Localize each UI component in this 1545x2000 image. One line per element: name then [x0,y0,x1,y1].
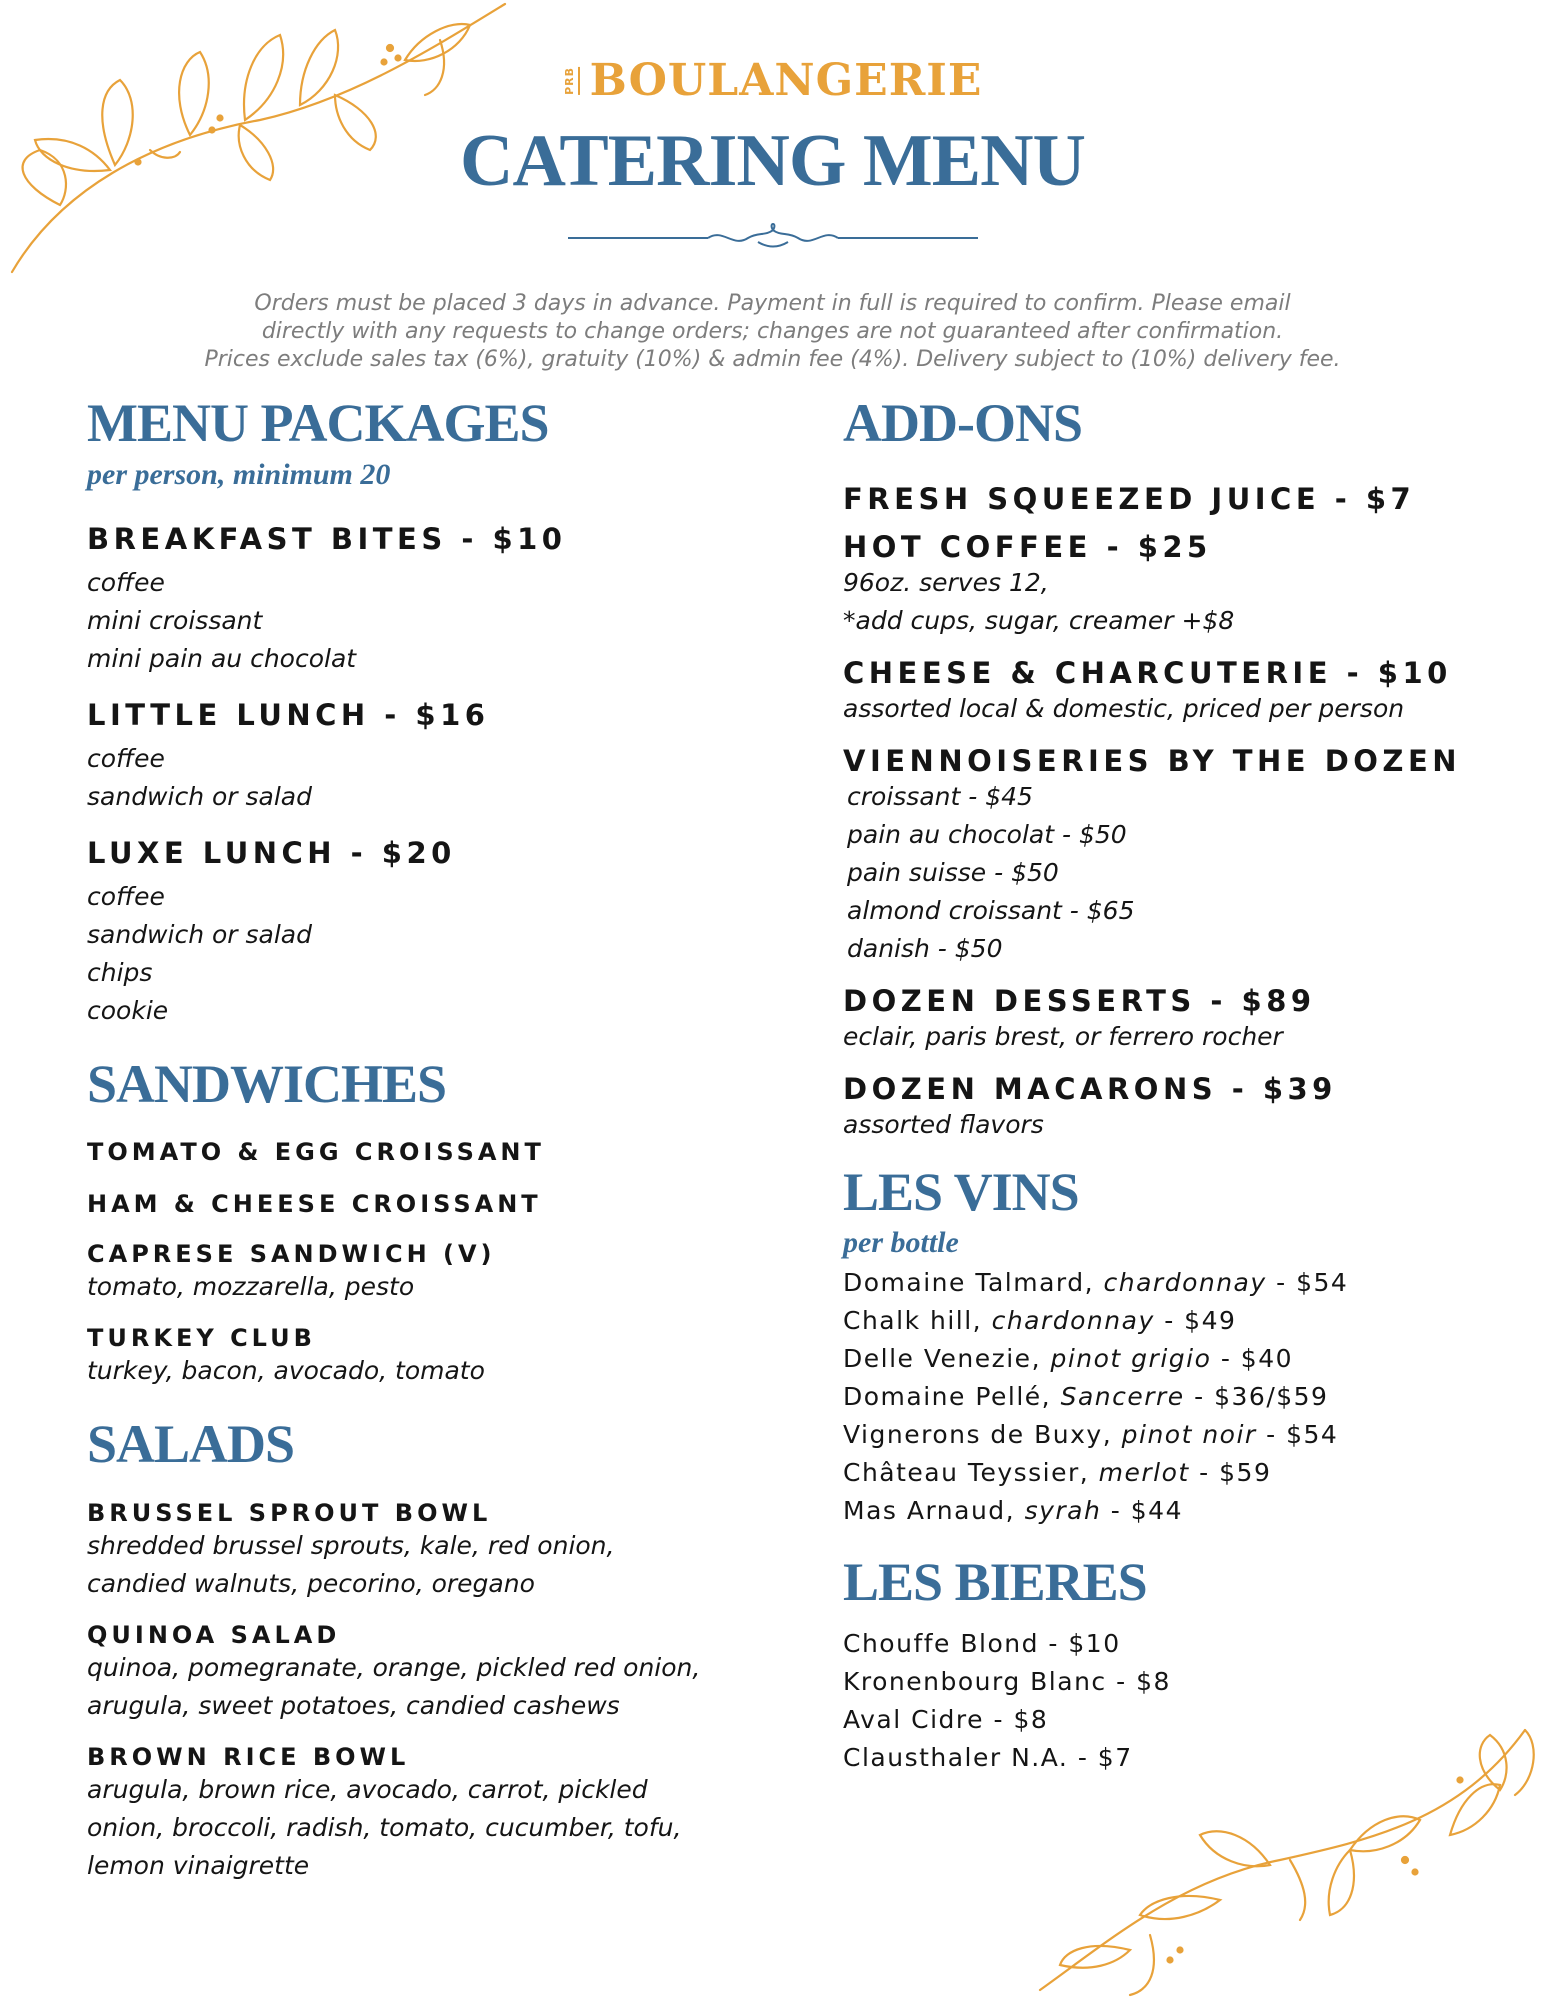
addon-desc: assorted local & domestic, priced per person [843,693,1405,723]
package-line: mini pain au chocolat [87,643,357,673]
sandwich-ham-cheese: HAM & CHEESE CROISSANT [87,1190,542,1219]
package-desc [87,564,787,678]
addon-desc: assorted flavors [843,1109,1044,1139]
beer-item: Chouffe Blond - $10 [843,1629,1121,1659]
addon-line: almond croissant - $65 [847,895,1135,925]
ornament-divider-icon [568,218,978,252]
sandwich-tomato-egg: TOMATO & EGG CROISSANT [87,1138,545,1167]
addon-juice: FRESH SQUEEZED JUICE - $7 [843,481,1416,516]
addon-line: pain suisse - $50 [847,857,1059,887]
menu-packages-subtitle: per person, minimum 20 [87,457,391,491]
package-desc [87,878,787,1030]
salad-desc [87,1771,787,1885]
package-breakfast-bites: BREAKFAST BITES - $10 [87,521,567,556]
brand-logo [563,55,983,106]
addon-desc: eclair, paris brest, or ferrero rocher [843,1021,1283,1051]
wine-item: Delle Venezie, pinot grigio - $40 [843,1344,1294,1374]
addon-desc [843,564,1523,640]
addon-cheese-charcuterie: CHEESE & CHARCUTERIE - $10 [843,655,1452,690]
salad-desc [87,1649,787,1725]
menu-packages-title: MENU PACKAGES [87,393,549,453]
brand-prb-mark: PRB [563,67,580,95]
wine-item: Vignerons de Buxy, pinot noir - $54 [843,1420,1339,1450]
salad-line: arugula, sweet potatoes, candied cashews [87,1691,620,1721]
wine-item: Domaine Pellé, Sancerre - $36/$59 [843,1382,1329,1412]
wines-subtitle: per bottle [843,1226,959,1260]
salad-line: candied walnuts, pecorino, oregano [87,1569,535,1599]
addon-line: danish - $50 [847,933,1003,963]
sandwich-turkey-club: TURKEY CLUB [87,1324,316,1353]
package-line: coffee [87,743,165,773]
salad-line: shredded brussel sprouts, kale, red onion, [87,1531,615,1561]
wines-title: LES VINS [843,1161,1079,1222]
package-line: mini croissant [87,605,263,635]
salad-line: lemon vinaigrette [87,1851,310,1881]
package-line: cookie [87,995,169,1025]
wine-item: Chalk hill, chardonnay - $49 [843,1306,1237,1336]
salad-quinoa: QUINOA SALAD [87,1621,341,1650]
sandwich-desc: tomato, mozzarella, pesto [87,1272,415,1302]
wine-item: Domaine Talmard, chardonnay - $54 [843,1268,1349,1298]
addon-dozen-desserts: DOZEN DESSERTS - $89 [843,983,1316,1018]
left-column [87,395,787,1885]
notice-line: Orders must be placed 3 days in advance. Payment in full is required to confirm. Please email [254,291,1291,316]
salad-line: arugula, brown rice, avocado, carrot, pickled [87,1775,648,1805]
beer-item: Kronenbourg Blanc - $8 [843,1667,1171,1697]
sandwich-desc: turkey, bacon, avocado, tomato [87,1356,485,1386]
brand-name: BOULANGERIE [589,55,983,106]
salad-line: onion, broccoli, radish, tomato, cucumber, tofu, [87,1813,682,1843]
addon-desc [843,778,1523,968]
package-line: sandwich or salad [87,919,312,949]
order-policy-notice [0,290,1545,374]
beer-item: Clausthaler N.A. - $7 [843,1743,1133,1773]
beers-title: LES BIERES [843,1552,1147,1613]
addon-dozen-macarons: DOZEN MACARONS - $39 [843,1071,1337,1106]
package-luxe-lunch: LUXE LUNCH - $20 [87,835,456,870]
addon-line: pain au chocolat - $50 [847,819,1127,849]
add-ons-title: ADD-ONS [843,393,1083,453]
wine-list [843,1264,1523,1530]
package-line: coffee [87,881,165,911]
package-desc [87,740,787,816]
beer-list [843,1625,1523,1777]
package-line: coffee [87,567,165,597]
addon-line: croissant - $45 [847,781,1033,811]
package-line: chips [87,957,153,987]
package-line: sandwich or salad [87,781,312,811]
addon-line: *add cups, sugar, creamer +$8 [843,605,1235,635]
addon-line: 96oz. serves 12, [843,567,1049,597]
page-title: CATERING MENU [460,120,1085,202]
addon-viennoiseries: VIENNOISERIES BY THE DOZEN [843,743,1462,778]
salad-desc [87,1527,787,1603]
beer-item: Aval Cidre - $8 [843,1705,1049,1735]
salad-brown-rice: BROWN RICE BOWL [87,1743,410,1772]
sandwich-caprese: CAPRESE SANDWICH (V) [87,1240,496,1269]
header [0,55,1545,252]
notice-line: directly with any requests to change orders; changes are not guaranteed after confirmation. [261,319,1284,344]
sandwiches-title: SANDWICHES [87,1053,447,1114]
right-column [843,395,1523,1777]
addon-hot-coffee: HOT COFFEE - $25 [843,529,1212,564]
notice-line: Prices exclude sales tax (6%), gratuity (10%) & admin fee (4%). Delivery subject to (10%) delivery fee. [204,347,1341,372]
wine-item: Mas Arnaud, syrah - $44 [843,1496,1183,1526]
salads-title: SALADS [87,1414,295,1475]
package-little-lunch: LITTLE LUNCH - $16 [87,697,490,732]
wine-item: Château Teyssier, merlot - $59 [843,1458,1272,1488]
salad-line: quinoa, pomegranate, orange, pickled red onion, [87,1653,701,1683]
salad-brussel-sprout: BRUSSEL SPROUT BOWL [87,1499,492,1528]
